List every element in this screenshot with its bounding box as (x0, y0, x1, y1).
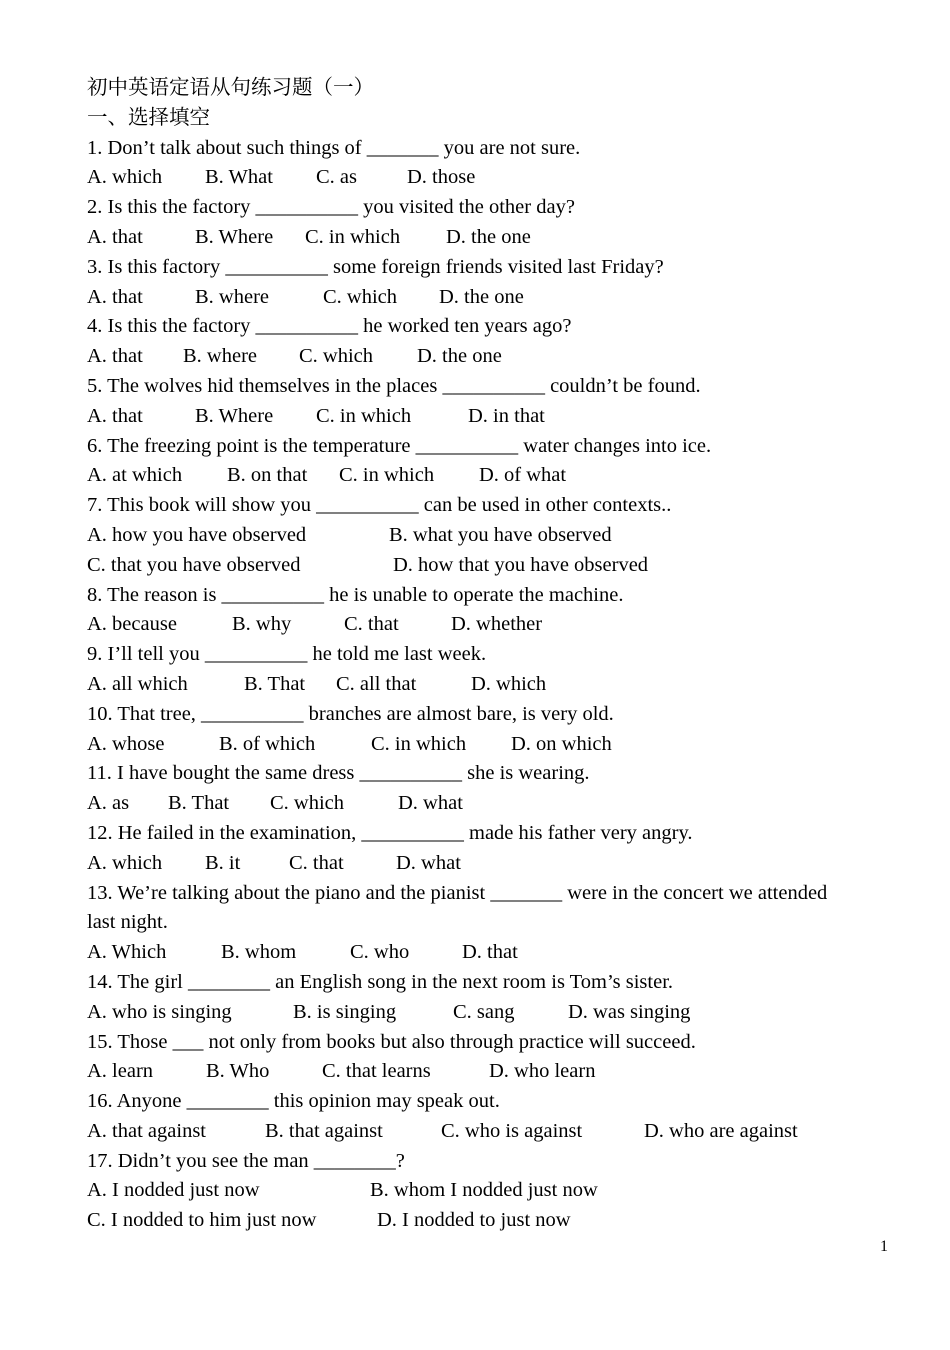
question-list (87, 134, 847, 1236)
answer-option: C. sang (453, 1000, 515, 1023)
answer-option: C. that learns (322, 1060, 431, 1083)
options-row (87, 670, 847, 700)
answer-option: D. those (407, 166, 476, 189)
answer-option: C. in which (305, 225, 401, 248)
answer-option: B. Who (206, 1060, 270, 1083)
question-stem: 4. Is this the factory __________ he worked ten years ago? (87, 315, 572, 338)
answer-option: B. of which (219, 732, 316, 755)
options-row (87, 730, 847, 760)
question-stem: 6. The freezing point is the temperature __________ water changes into ice. (87, 434, 712, 457)
answer-option: D. what (398, 792, 463, 815)
answer-option: D. whether (451, 613, 543, 636)
answer-option: A. which (87, 166, 163, 189)
answer-option: B. That (168, 792, 230, 815)
options-row (87, 283, 847, 313)
answer-option: D. how that you have observed (393, 553, 649, 576)
answer-option: C. that (344, 613, 399, 636)
question-stem: 10. That tree, __________ branches are almost bare, is very old. (87, 702, 614, 725)
question-stem: 12. He failed in the examination, __________ made his father very angry. (87, 821, 693, 844)
exercise-content (87, 74, 847, 1236)
options-row (87, 223, 847, 253)
answer-option: D. of what (479, 464, 567, 487)
answer-option: B. is singing (293, 1000, 397, 1023)
question-stem: 5. The wolves hid themselves in the places __________ couldn’t be found. (87, 374, 701, 397)
question-stem: 8. The reason is __________ he is unable to operate the machine. (87, 583, 624, 606)
answer-option: C. in which (339, 464, 435, 487)
options-row (87, 461, 847, 491)
options-row (87, 849, 847, 879)
question-stem: 13. We’re talking about the piano and the pianist _______ were in the concert we attended last night. (87, 881, 828, 934)
question-stem: 2. Is this the factory __________ you visited the other day? (87, 196, 575, 219)
question-stem: 15. Those ___ not only from books but also through practice will succeed. (87, 1030, 696, 1053)
options-row (87, 938, 847, 968)
answer-option: C. that you have observed (87, 553, 301, 576)
answer-option: C. who is against (441, 1119, 583, 1142)
options-row (87, 998, 847, 1028)
options-row (87, 789, 847, 819)
answer-option: A. whose (87, 732, 165, 755)
answer-option: A. as (87, 792, 130, 815)
question-stem: 3. Is this factory __________ some foreign friends visited last Friday? (87, 255, 664, 278)
answer-option: B. on that (227, 464, 308, 487)
answer-option: D. what (396, 851, 461, 874)
question-stem: 7. This book will show you __________ can be used in other contexts.. (87, 494, 672, 517)
answer-option: A. Which (87, 941, 167, 964)
answer-option: B. Where (195, 225, 274, 248)
answer-option: A. that (87, 225, 143, 248)
options-row (87, 1117, 847, 1147)
answer-option: A. learn (87, 1060, 154, 1083)
answer-option: C. which (299, 345, 374, 368)
answer-option: C. which (270, 792, 345, 815)
answer-option: B. Where (195, 404, 274, 427)
answer-option: A. that (87, 345, 143, 368)
answer-option: A. that (87, 404, 143, 427)
answer-option: D. who are against (644, 1119, 798, 1142)
answer-option: A. I nodded just now (87, 1179, 260, 1202)
answer-option: A. all which (87, 672, 188, 695)
answer-option: D. the one (446, 225, 531, 248)
answer-option: B. whom I nodded just now (370, 1179, 598, 1202)
answer-option: B. where (195, 285, 270, 308)
answer-option: D. who learn (489, 1060, 596, 1083)
answer-option: D. was singing (568, 1000, 691, 1023)
answer-option: A. how you have observed (87, 523, 307, 546)
answer-option: B. where (183, 345, 258, 368)
answer-option: B. what you have observed (389, 523, 612, 546)
answer-option: B. That (244, 672, 306, 695)
question-stem: 16. Anyone ________ this opinion may speak out. (87, 1090, 500, 1113)
question-stem: 1. Don’t talk about such things of _______ you are not sure. (87, 136, 581, 159)
answer-option: C. all that (336, 672, 417, 695)
answer-option: B. whom (221, 941, 297, 964)
answer-option: C. which (323, 285, 398, 308)
question-stem: 17. Didn’t you see the man ________? (87, 1149, 405, 1172)
question-stem: 14. The girl ________ an English song in the next room is Tom’s sister. (87, 970, 674, 993)
answer-option: D. the one (439, 285, 524, 308)
answer-option: A. because (87, 613, 177, 636)
question-stem: 9. I’ll tell you __________ he told me last week. (87, 643, 487, 666)
options-row (87, 610, 847, 640)
answer-option: C. that (289, 851, 344, 874)
section-heading: 一、选择填空 (87, 106, 210, 129)
answer-option: B. it (205, 851, 241, 874)
options-row (87, 1176, 847, 1206)
answer-option: B. that against (265, 1119, 383, 1142)
answer-option: A. who is singing (87, 1000, 232, 1023)
answer-option: D. that (462, 941, 518, 964)
options-row (87, 521, 847, 551)
question-stem: 11. I have bought the same dress __________ she is wearing. (87, 762, 590, 785)
answer-option: D. I nodded to just now (377, 1209, 571, 1232)
answer-option: D. the one (417, 345, 502, 368)
options-row (87, 342, 847, 372)
answer-option: D. which (471, 672, 547, 695)
answer-option: B. why (232, 613, 292, 636)
document-title: 初中英语定语从句练习题（一） (87, 77, 374, 99)
answer-option: D. in that (468, 404, 545, 427)
answer-option: C. I nodded to him just now (87, 1209, 317, 1232)
answer-option: B. What (205, 166, 273, 189)
options-row (87, 551, 847, 581)
options-row (87, 163, 847, 193)
answer-option: A. that (87, 285, 143, 308)
answer-option: A. at which (87, 464, 183, 487)
options-row (87, 1057, 847, 1087)
answer-option: C. who (350, 941, 410, 964)
answer-option: A. which (87, 851, 163, 874)
options-row (87, 402, 847, 432)
options-row (87, 1206, 847, 1236)
page-number: 1 (880, 1238, 888, 1255)
answer-option: C. in which (316, 404, 412, 427)
answer-option: D. on which (511, 732, 612, 755)
answer-option: C. in which (371, 732, 467, 755)
answer-option: C. as (316, 166, 357, 189)
answer-option: A. that against (87, 1119, 206, 1142)
